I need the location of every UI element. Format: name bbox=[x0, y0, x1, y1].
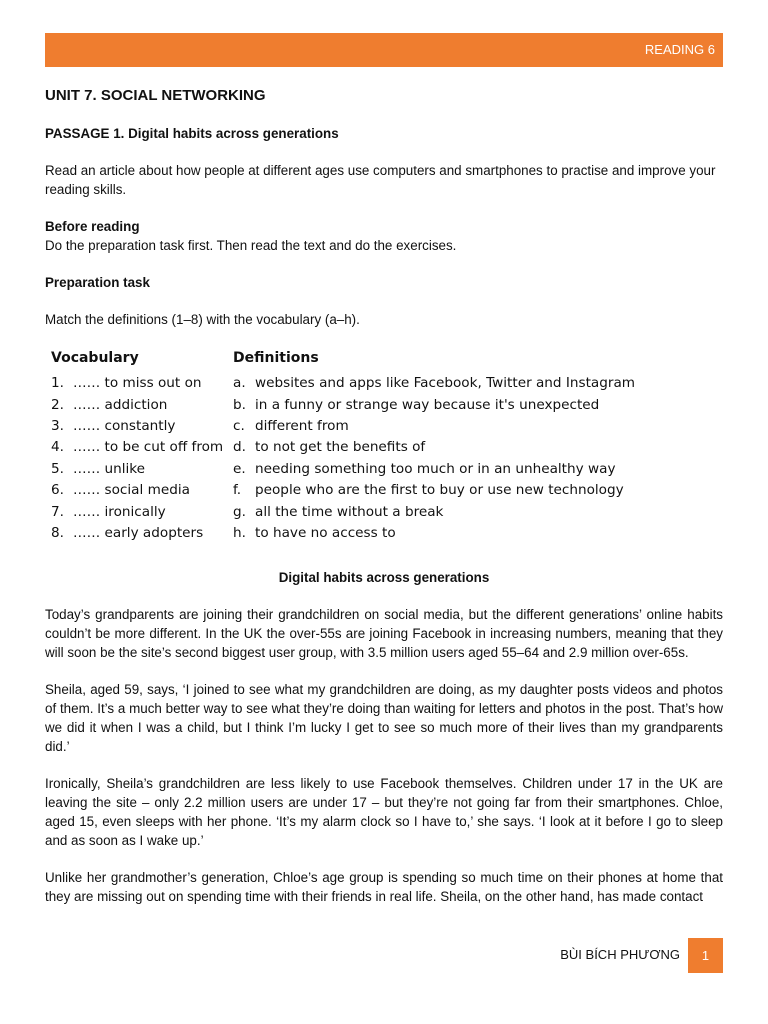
definition-text: in a funny or strange way because it's unexpected bbox=[255, 396, 600, 413]
before-reading-text: Do the preparation task first. Then read the text and do the exercises. bbox=[45, 238, 457, 253]
page-content bbox=[45, 86, 723, 924]
header-bar bbox=[45, 33, 723, 67]
vocab-table-header bbox=[51, 349, 723, 373]
vocab-number: 4. bbox=[51, 439, 64, 456]
passage-title: PASSAGE 1. Digital habits across generations bbox=[45, 126, 339, 141]
definition-letter: f. bbox=[233, 482, 242, 499]
vocab-rows bbox=[51, 373, 723, 544]
definition-text: to not get the benefits of bbox=[255, 439, 426, 456]
vocab-table bbox=[51, 349, 723, 544]
vocab-term: …… constantly bbox=[73, 417, 176, 434]
vocab-row bbox=[51, 394, 723, 415]
vocab-term: …… to miss out on bbox=[73, 375, 202, 392]
before-reading-heading: Before reading bbox=[45, 219, 140, 234]
vocab-number: 3. bbox=[51, 417, 64, 434]
vocab-number: 7. bbox=[51, 503, 64, 520]
definition-text: different from bbox=[255, 417, 349, 434]
vocab-row bbox=[51, 523, 723, 544]
definition-letter: c. bbox=[233, 417, 245, 434]
article-title: Digital habits across generations bbox=[278, 570, 490, 586]
vocab-term: …… to be cut off from bbox=[73, 439, 224, 456]
vocab-row bbox=[51, 416, 723, 437]
definition-letter: h. bbox=[233, 524, 246, 541]
preparation-heading: Preparation task bbox=[45, 275, 150, 290]
definition-text: websites and apps like Facebook, Twitter and Instagram bbox=[255, 375, 636, 392]
article-paragraph: Ironically, Sheila’s grandchildren are less likely to use Facebook themselves. Children under 17 in the UK are leaving the site – only 2.2 million users are under 17 – but they’re not going far from their smartphones. Chloe, aged 15, even sleeps with her phone. ‘It’s my alarm clock so I have to,’ she says. ‘I look at it before I go to sleep and as soon as I wake up.’ bbox=[45, 776, 723, 849]
article-paragraph: Sheila, aged 59, says, ‘I joined to see what my grandchildren are doing, as my daughter posts videos and photos of them. It’s a much better way to see what they’re doing than waiting for letters and photos in the post. That’s how we did it when I was a child, but I think I’m lucky I get to see so much more of their lives than my grandparents did.’ bbox=[45, 682, 723, 755]
definition-text: all the time without a break bbox=[255, 503, 444, 520]
vocab-number: 1. bbox=[51, 375, 64, 392]
definitions-column-heading: Definitions bbox=[233, 350, 319, 366]
vocab-number: 8. bbox=[51, 524, 64, 541]
definition-text: needing something too much or in an unhealthy way bbox=[255, 460, 616, 477]
section-label: READING 6 bbox=[644, 42, 715, 57]
article-paragraph: Unlike her grandmother’s generation, Chloe’s age group is spending so much time on their phones at home that they are missing out on spending time with their friends in real life. Sheila, on the other hand, has made contact bbox=[45, 870, 723, 905]
unit-title: UNIT 7. SOCIAL NETWORKING bbox=[45, 87, 266, 104]
definition-text: to have no access to bbox=[255, 524, 396, 541]
vocab-term: …… ironically bbox=[73, 503, 166, 520]
vocab-column-heading: Vocabulary bbox=[51, 350, 139, 366]
vocab-number: 5. bbox=[51, 460, 64, 477]
vocab-term: …… early adopters bbox=[73, 524, 204, 541]
article-paragraph: Today’s grandparents are joining their grandchildren on social media, but the different generations’ online habits couldn’t be more different. In the UK the over-55s are joining Facebook in increasing numbers, meaning that they will soon be the site’s second biggest user group, with 3.5 million users aged 55–64 and 2.9 million over-65s. bbox=[45, 607, 723, 661]
vocab-row bbox=[51, 501, 723, 522]
definition-letter: e. bbox=[233, 460, 246, 477]
vocab-number: 2. bbox=[51, 396, 64, 413]
vocab-term: …… addiction bbox=[73, 396, 168, 413]
vocab-number: 6. bbox=[51, 482, 64, 499]
vocab-term: …… social media bbox=[73, 482, 190, 499]
vocab-row bbox=[51, 480, 723, 501]
vocab-row bbox=[51, 459, 723, 480]
definition-letter: g. bbox=[233, 503, 246, 520]
definition-letter: d. bbox=[233, 439, 246, 456]
vocab-row bbox=[51, 437, 723, 458]
definition-letter: a. bbox=[233, 375, 246, 392]
page-number: 1 bbox=[688, 938, 723, 973]
vocab-term: …… unlike bbox=[73, 460, 146, 477]
definition-text: people who are the first to buy or use new technology bbox=[255, 482, 624, 499]
footer-author: BÙI BÍCH PHƯƠNG bbox=[560, 947, 680, 962]
preparation-instruction: Match the definitions (1–8) with the vocabulary (a–h). bbox=[45, 312, 360, 327]
definition-letter: b. bbox=[233, 396, 246, 413]
vocab-row bbox=[51, 373, 723, 394]
intro-text: Read an article about how people at different ages use computers and smartphones to practise and improve your reading skills. bbox=[45, 163, 716, 197]
